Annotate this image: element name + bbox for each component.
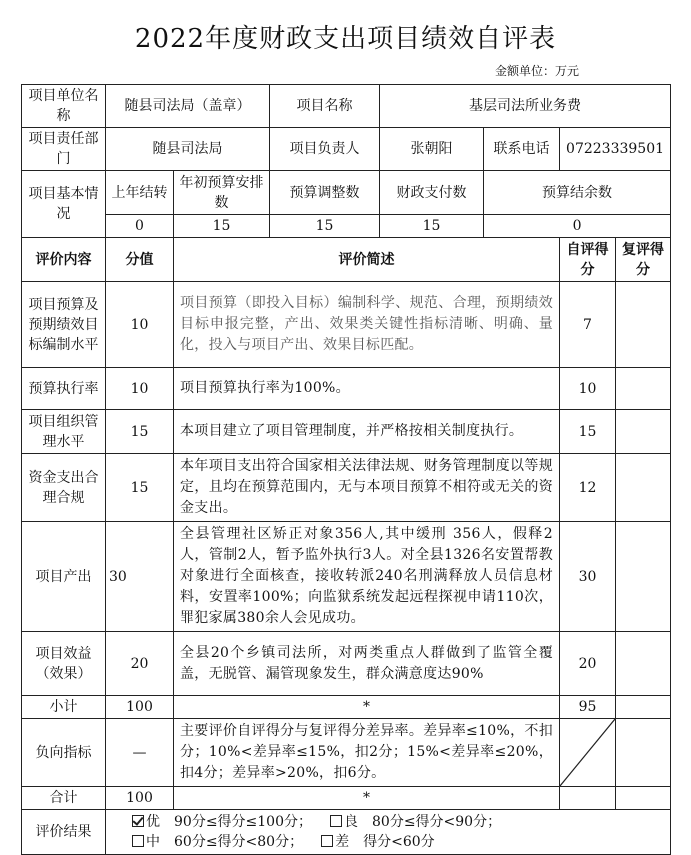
carryover-label: 上年结转 [106, 171, 174, 215]
total-row [22, 787, 671, 810]
row-self-score: 20 [560, 632, 616, 696]
balance-label: 预算结余数 [484, 171, 671, 215]
result-option-good[interactable]: 良 80分≤得分<90分； [330, 812, 501, 832]
row-label: 项目效益（效果） [22, 632, 106, 696]
row-score: 15 [106, 410, 174, 454]
row-label: 资金支出合理合规 [22, 454, 106, 522]
row-self-score: 15 [560, 410, 616, 454]
row-self-score: 30 [560, 522, 616, 632]
checkbox-icon[interactable] [132, 835, 144, 847]
adjust-label: 预算调整数 [270, 171, 380, 215]
result-options [106, 810, 671, 855]
project-name-value: 基层司法所业务费 [380, 85, 671, 128]
negative-review-score [616, 719, 671, 787]
row-review-score [616, 282, 671, 368]
row-self-score: 7 [560, 282, 616, 368]
total-label: 合计 [22, 787, 106, 810]
initial-budget-value: 15 [174, 215, 270, 238]
header-score: 分值 [106, 238, 174, 282]
total-desc: * [174, 787, 560, 810]
result-option-poor[interactable]: 差 得分<60分 [321, 832, 435, 852]
basic-label: 项目基本情况 [22, 171, 106, 238]
row-desc: 全县管理社区矫正对象356人,其中缓刑 356人，假释2人，管制2人，暂予监外执行3人。对全县1326名安置帮教对象进行全面核查，接收转派240名刑满释放人员信息材料，安置率100%；向监狱系统发起远程探视申请110次，罪犯家属380余人会见成功。 [174, 522, 560, 632]
phone-label: 联系电话 [484, 128, 560, 171]
table-row [22, 282, 671, 368]
row-desc: 本项目建立了项目管理制度，并严格按相关制度执行。 [174, 410, 560, 454]
carryover-value: 0 [106, 215, 174, 238]
subtotal-desc: * [174, 696, 560, 719]
initial-budget-label: 年初预算安排数 [174, 171, 270, 215]
row-score: 15 [106, 454, 174, 522]
total-review-score [616, 787, 671, 810]
header-row [22, 238, 671, 282]
paid-label: 财政支付数 [380, 171, 484, 215]
negative-row [22, 719, 671, 787]
checkbox-icon[interactable] [330, 815, 342, 827]
row-label: 项目组织管理水平 [22, 410, 106, 454]
negative-desc: 主要评价自评得分与复评得分差异率。差异率≤10%，不扣分；10%<差异率≤15%，扣2分；15%<差异率≤20%，扣4分；差异率>20%，扣6分。 [174, 719, 560, 787]
table-row [22, 522, 671, 632]
project-name-label: 项目名称 [270, 85, 380, 128]
row-desc: 项目预算执行率为100%。 [174, 368, 560, 410]
unit-name-value: 随县司法局（盖章） [106, 85, 270, 128]
row-label: 预算执行率 [22, 368, 106, 410]
dept-value: 随县司法局 [106, 128, 270, 171]
unit-name-label: 项目单位名称 [22, 85, 106, 128]
dept-label: 项目责任部门 [22, 128, 106, 171]
row-self-score: 10 [560, 368, 616, 410]
row-desc: 本年项目支出符合国家相关法律法规、财务管理制度以等规定，且均在预算范围内，无与本项目预算不相符或无关的资金支出。 [174, 454, 560, 522]
amount-unit: 金额单位：万元 [494, 64, 579, 78]
balance-value: 0 [484, 215, 671, 238]
total-self-score [560, 787, 616, 810]
phone-value: 07223339501 [560, 128, 671, 171]
info-row-unit [22, 85, 671, 128]
info-row-basic-values [22, 215, 671, 238]
row-label: 项目产出 [22, 522, 106, 632]
negative-score: — [106, 719, 174, 787]
header-self-score: 自评得分 [560, 238, 616, 282]
row-label: 项目预算及预期绩效目标编制水平 [22, 282, 106, 368]
subtotal-score: 100 [106, 696, 174, 719]
info-row-basic-header [22, 171, 671, 215]
row-self-score: 12 [560, 454, 616, 522]
header-review-score: 复评得分 [616, 238, 671, 282]
table-row [22, 454, 671, 522]
row-desc: 项目预算（即投入目标）编制科学、规范、合理，预期绩效目标申报完整，产出、效果类关键性指标清晰、明确、量化，投入与项目产出、效果目标匹配。 [174, 282, 560, 368]
adjust-value: 15 [270, 215, 380, 238]
table-row [22, 410, 671, 454]
row-review-score [616, 522, 671, 632]
leader-value: 张朝阳 [380, 128, 484, 171]
subtotal-review-score [616, 696, 671, 719]
evaluation-table [21, 84, 671, 855]
checked-box-icon[interactable] [132, 815, 144, 827]
header-desc: 评价简述 [174, 238, 560, 282]
row-score: 10 [106, 368, 174, 410]
info-row-dept [22, 128, 671, 171]
row-score: 30 [106, 522, 174, 632]
negative-self-score-slash [560, 719, 616, 787]
leader-label: 项目负责人 [270, 128, 380, 171]
subtotal-label: 小计 [22, 696, 106, 719]
row-review-score [616, 632, 671, 696]
result-option-excellent[interactable]: 优 90分≤得分≤100分； [132, 812, 312, 832]
subtotal-row [22, 696, 671, 719]
header-content: 评价内容 [22, 238, 106, 282]
checkbox-icon[interactable] [321, 835, 333, 847]
row-score: 20 [106, 632, 174, 696]
diagonal-slash-icon [560, 719, 615, 786]
row-desc: 全县20个乡镇司法所，对两类重点人群做到了监管全覆盖，无脱管、漏管现象发生，群众满意度达90% [174, 632, 560, 696]
table-row [22, 632, 671, 696]
result-row [22, 810, 671, 855]
paid-value: 15 [380, 215, 484, 238]
table-row [22, 368, 671, 410]
row-review-score [616, 410, 671, 454]
negative-label: 负向指标 [22, 719, 106, 787]
subtotal-self-score: 95 [560, 696, 616, 719]
total-score: 100 [106, 787, 174, 810]
row-review-score [616, 368, 671, 410]
page-title: 2022年度财政支出项目绩效自评表 [134, 24, 557, 54]
result-option-medium[interactable]: 中 60分≤得分<80分； [132, 832, 303, 852]
result-label: 评价结果 [22, 810, 106, 855]
row-score: 10 [106, 282, 174, 368]
row-review-score [616, 454, 671, 522]
